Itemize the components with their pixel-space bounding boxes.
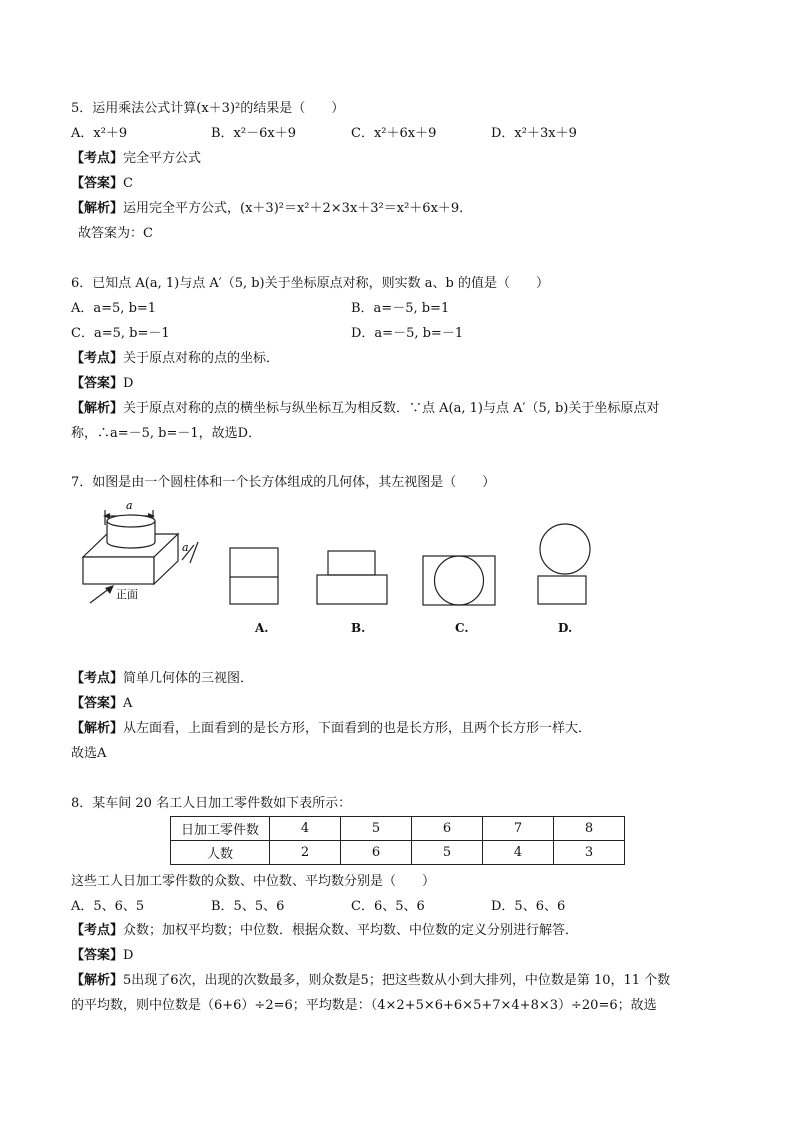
q6-answer-row	[71, 375, 133, 393]
choice-c-view	[423, 556, 495, 605]
q6-option-c: C．a=5, b=－1	[71, 326, 170, 341]
q8-stem: 8．某车间 20 名工人日加工零件数如下表所示：	[71, 796, 352, 811]
kaodian-tag: 【考点】	[71, 151, 124, 166]
q6-kaodian: 关于原点对称的点的坐标．	[123, 351, 280, 366]
choice-d-label: D.	[558, 621, 573, 635]
q5-answer-row	[71, 175, 133, 193]
table-cell: 6	[341, 841, 412, 865]
q6-jiexi: 关于原点对称的点的横坐标与纵坐标互为相反数．∵点 A(a, 1)与点 A′（5, b)关于坐标原点对	[123, 401, 660, 416]
q7-kaodian: 简单几何体的三视图．	[123, 671, 254, 686]
q5-option-c: C．x²＋6x＋9	[351, 126, 437, 141]
q7-jiexi: 从左面看，上面看到的是长方形，下面看到的也是长方形，且两个长方形一样大．	[123, 721, 592, 736]
table-cell: 4	[483, 841, 554, 865]
table-header-cell: 日加工零件数	[171, 817, 270, 841]
q8-answer-row	[71, 947, 133, 965]
q5-kaodian: 完全平方公式	[123, 151, 202, 166]
q8-jiexi-row	[71, 972, 670, 990]
q6-stem: 6．已知点 A(a, 1)与点 A′（5, b)关于坐标原点对称，则实数 a、b 的值是（ ）	[71, 276, 549, 291]
q6-option-a: A．a=5, b=1	[71, 301, 157, 316]
q5-option-a: A．x²＋9	[71, 126, 128, 141]
q5-jiexi: 运用完全平方公式，(x＋3)²＝x²＋2×3x＋3²＝x²＋6x＋9．	[123, 201, 473, 216]
jiexi-tag: 【解析】	[71, 721, 124, 736]
q7-answer-row	[71, 695, 132, 713]
q8-kaodian: 众数；加权平均数；中位数．根据众数、平均数、中位数的定义分别进行解答．	[123, 923, 579, 938]
answer-tag: 【答案】	[71, 376, 124, 391]
q5-jiexi-row	[71, 200, 472, 218]
table-cell: 5	[412, 841, 483, 865]
q5-option-b: B．x²－6x＋9	[211, 126, 296, 141]
table-cell: 2	[270, 841, 341, 865]
choice-a-label: A.	[255, 621, 269, 635]
q5-option-d: D．x²＋3x＋9	[491, 126, 577, 141]
q5-kaodian-row	[71, 150, 201, 168]
q6-kaodian-row	[71, 350, 279, 368]
kaodian-tag: 【考点】	[71, 923, 124, 938]
table-row	[171, 817, 625, 841]
table-header-cell: 人数	[171, 841, 270, 865]
q5-answer: C	[123, 176, 133, 191]
front-label: 正面	[116, 588, 138, 601]
dimension-a-depth: a	[182, 541, 189, 554]
table-cell: 7	[483, 817, 554, 841]
q6-option-b: B．a=－5, b=1	[351, 301, 450, 316]
kaodian-tag: 【考点】	[71, 351, 124, 366]
jiexi-tag: 【解析】	[71, 401, 124, 416]
q7-extra: 故选A	[71, 746, 107, 761]
choice-b-view	[317, 551, 387, 604]
q5-stem: 5．运用乘法公式计算(x＋3)²的结果是（ ）	[71, 101, 345, 116]
q8-kaodian-row	[71, 922, 578, 940]
answer-tag: 【答案】	[71, 176, 124, 191]
q7-answer: A	[123, 696, 133, 711]
q8-table	[170, 816, 625, 865]
choice-d-view	[538, 524, 590, 604]
q8-question: 这些工人日加工零件数的众数、中位数、平均数分别是（ ）	[71, 874, 436, 889]
answer-tag: 【答案】	[71, 696, 124, 711]
choice-a-view	[230, 548, 278, 604]
q7-jiexi-row	[71, 720, 591, 738]
q8-option-b: B．5、5、6	[211, 899, 285, 914]
table-cell: 6	[412, 817, 483, 841]
answer-tag: 【答案】	[71, 948, 124, 963]
kaodian-tag: 【考点】	[71, 671, 124, 686]
jiexi-tag: 【解析】	[71, 201, 124, 216]
choice-b-label: B.	[351, 621, 366, 635]
dimension-a: a	[126, 500, 133, 512]
q8-option-a: A．5、6、5	[71, 899, 145, 914]
q8-answer: D	[123, 948, 134, 963]
q7-kaodian-row	[71, 670, 253, 688]
q8-option-d: D．5、6、6	[491, 899, 566, 914]
q7-figure	[70, 500, 610, 645]
q6-jiexi-cont: 称，∴a=－5, b=－1，故选D．	[71, 426, 262, 441]
solid-figure	[83, 510, 198, 603]
jiexi-tag: 【解析】	[71, 973, 124, 988]
q6-jiexi-row	[71, 400, 659, 418]
q5-extra: 故答案为：C	[78, 226, 153, 241]
q6-answer: D	[123, 376, 134, 391]
q8-jiexi-cont: 的平均数，则中位数是（6+6）÷2=6；平均数是：（4×2+5×6+6×5+7×4+8×3）÷20=6；故选	[71, 998, 657, 1013]
q8-option-c: C．6、5、6	[351, 899, 425, 914]
table-cell: 8	[554, 817, 625, 841]
choice-c-label: C.	[455, 621, 469, 635]
table-cell: 5	[341, 817, 412, 841]
q8-jiexi: 5出现了6次，出现的次数最多，则众数是5；把这些数从小到大排列，中位数是第 10，11 个数	[123, 973, 671, 988]
q6-option-d: D．a=－5, b=－1	[351, 326, 464, 341]
table-cell: 4	[270, 817, 341, 841]
q7-stem: 7．如图是由一个圆柱体和一个长方体组成的几何体，其左视图是（ ）	[71, 475, 496, 490]
table-cell: 3	[554, 841, 625, 865]
table-row	[171, 841, 625, 865]
